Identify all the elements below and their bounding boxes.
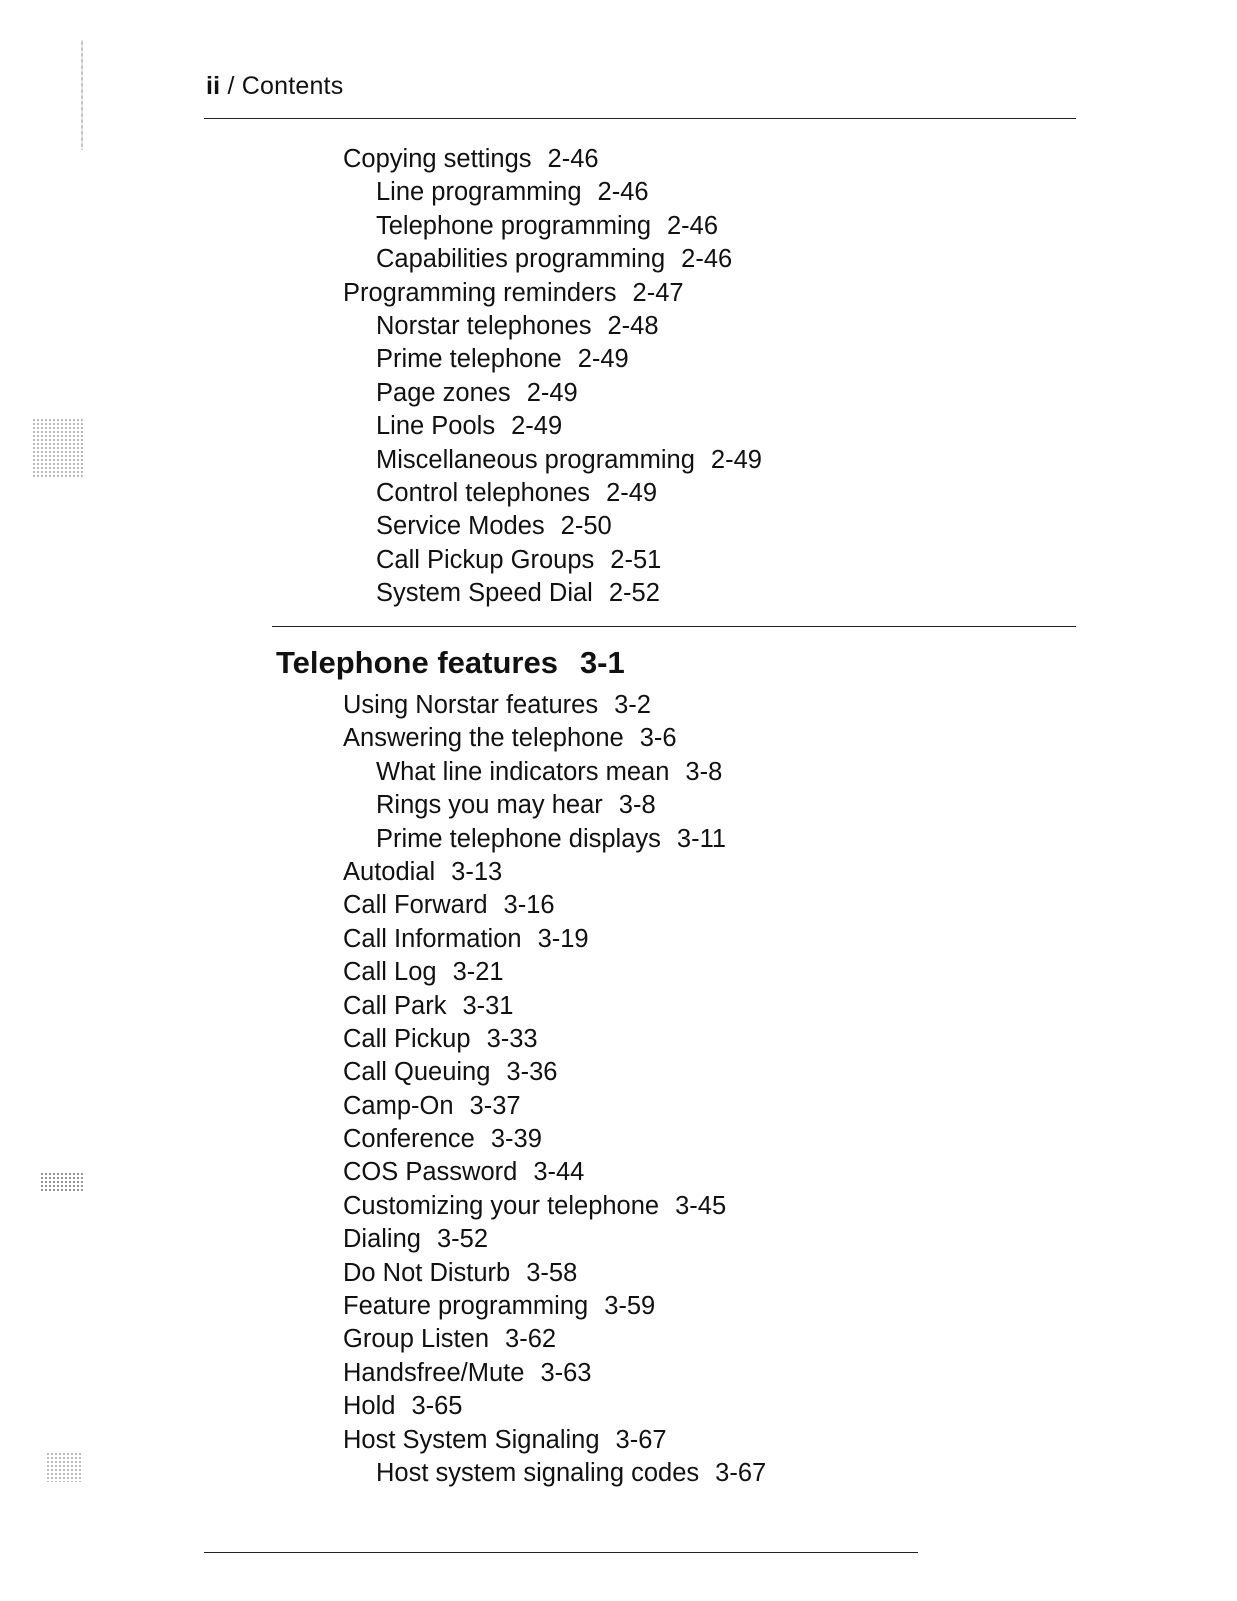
scan-speck [32,418,84,478]
toc-entry-page: 3-67 [615,1425,667,1454]
toc-entry [343,823,766,856]
toc-entry-page: 3-8 [618,791,656,820]
chapter-title: Telephone features [276,645,558,680]
toc-entry-title: Dialing [343,1225,421,1254]
toc-entry-page: 3-65 [411,1392,463,1421]
toc-entry-title: Miscellaneous programming [376,445,695,474]
toc-entry-title: Telephone programming [376,211,651,240]
toc-entry-page: 3-39 [490,1125,542,1154]
toc-entry-page: 2-49 [511,412,563,441]
toc-entry-page: 2-48 [607,311,659,340]
header-separator: / [220,72,242,100]
toc-entry-title: Call Queuing [343,1058,491,1087]
toc-entry [343,689,766,722]
toc-entry-title: Capabilities programming [376,245,666,274]
toc-entry [343,1223,766,1256]
toc-entry [343,577,762,610]
toc-entry-page: 3-6 [639,724,677,753]
scan-margin-dots [81,40,83,150]
toc-entry-page: 3-2 [614,691,651,719]
toc-entry-page: 3-44 [533,1158,585,1187]
toc-entry-title: Do Not Disturb [343,1258,511,1287]
toc-entry-page: 2-49 [526,378,578,407]
toc-entry-page: 3-63 [540,1358,592,1387]
toc-entry [343,243,762,276]
toc-entry-title: Call Information [343,924,522,953]
toc-entry [343,1156,766,1189]
toc-entry [343,722,766,755]
toc-entry [343,210,762,243]
toc-entry [343,1290,766,1323]
toc-entry [343,343,762,376]
toc-entry-page: 3-33 [486,1024,538,1053]
toc-entry-title: Host system signaling codes [376,1458,700,1487]
toc-entry [343,1023,766,1056]
toc-entry-title: Service Modes [376,512,545,541]
toc-entry-title: Host System Signaling [343,1425,600,1454]
toc-entry-title: Feature programming [343,1292,589,1321]
toc-entry-title: Page zones [376,378,511,407]
toc-entry-title: COS Password [343,1158,518,1187]
toc-entry-page: 2-46 [547,145,599,173]
toc-entry-title: Prime telephone [376,345,562,374]
scan-speck [40,1172,84,1192]
toc-entry-title: Hold [343,1392,396,1421]
toc-entry-title: Copying settings [343,145,532,173]
toc-entry-page: 2-46 [681,245,733,274]
toc-entry [343,1424,766,1457]
toc-entry [343,1357,766,1390]
page-number-label: ii [206,72,221,100]
chapter-heading [276,645,625,681]
toc-entry-page: 3-21 [452,958,504,987]
toc-entry-title: Call Park [343,991,447,1020]
toc-entry [343,789,766,822]
toc-entry-page: 2-49 [577,345,629,374]
toc-section-programming [343,143,762,610]
toc-entry [343,1323,766,1356]
toc-entry [343,856,766,889]
toc-entry-title: Handsfree/Mute [343,1358,525,1387]
toc-entry-page: 3-31 [462,991,514,1020]
toc-entry-page: 3-11 [676,824,727,853]
toc-entry-page: 2-46 [667,211,719,240]
section-divider [272,626,1076,627]
toc-entry-title: Norstar telephones [376,311,592,340]
toc-entry [343,1090,766,1123]
toc-entry-page: 2-49 [606,478,658,507]
toc-entry-title: Camp-On [343,1091,454,1120]
toc-entry-page: 2-49 [710,445,762,474]
toc-section-telephone-features [343,689,766,1490]
toc-entry-title: Programming reminders [343,278,617,307]
toc-entry-title: Line Pools [376,412,496,441]
toc-entry [343,1457,766,1490]
toc-entry-title: Answering the telephone [343,724,624,753]
toc-entry-page: 3-59 [604,1292,656,1321]
toc-entry-title: Line programming [376,178,582,207]
toc-entry-page: 2-47 [632,278,684,307]
toc-entry [343,889,766,922]
toc-entry-title: Conference [343,1125,475,1154]
toc-entry [343,756,766,789]
toc-entry [343,477,762,510]
toc-entry [343,1056,766,1089]
toc-entry-title: Customizing your telephone [343,1191,660,1220]
toc-entry-title: System Speed Dial [376,579,593,608]
header-rule [204,118,1076,119]
footer-rule [204,1552,918,1553]
chapter-page-number: 3-1 [579,645,625,680]
toc-entry [343,310,762,343]
toc-entry-title: What line indicators mean [376,757,670,786]
toc-entry-title: Call Pickup Groups [376,545,595,574]
toc-entry-page: 3-19 [537,924,589,953]
toc-entry-title: Call Log [343,958,437,987]
toc-entry [343,1123,766,1156]
toc-entry-page: 3-13 [451,857,503,886]
toc-entry [343,410,762,443]
toc-entry-page: 3-8 [685,757,723,786]
toc-entry-page: 3-36 [506,1058,558,1087]
toc-entry [343,510,762,543]
toc-entry-title: Control telephones [376,478,591,507]
toc-entry-title: Rings you may hear [376,791,603,820]
toc-entry [343,990,766,1023]
toc-entry-page: 2-52 [608,579,660,608]
toc-entry-title: Using Norstar features [343,691,599,719]
toc-entry-page: 3-16 [503,891,555,920]
header-title: Contents [241,72,344,100]
toc-entry [343,377,762,410]
toc-entry [343,1257,766,1290]
toc-entry-page: 3-58 [526,1258,578,1287]
toc-entry-title: Prime telephone displays [376,824,661,853]
toc-entry-page: 2-46 [597,178,649,207]
toc-entry [343,277,762,310]
toc-entry-page: 2-50 [560,512,612,541]
toc-entry-title: Group Listen [343,1325,490,1354]
toc-entry [343,544,762,577]
toc-entry-page: 3-37 [469,1091,521,1120]
page-header [206,72,343,101]
scan-speck [46,1452,82,1482]
toc-entry [343,176,762,209]
toc-entry-page: 3-45 [675,1191,727,1220]
toc-entry-title: Autodial [343,857,436,886]
toc-entry [343,444,762,477]
toc-entry-page: 2-51 [610,545,662,574]
toc-entry-page: 3-67 [715,1458,767,1487]
toc-entry [343,143,762,176]
toc-entry [343,923,766,956]
toc-entry-title: Call Forward [343,891,488,920]
toc-entry-page: 3-62 [505,1325,557,1354]
toc-entry-page: 3-52 [436,1225,489,1254]
toc-entry [343,956,766,989]
toc-entry [343,1190,766,1223]
toc-entry-title: Call Pickup [343,1024,471,1053]
toc-entry [343,1390,766,1423]
